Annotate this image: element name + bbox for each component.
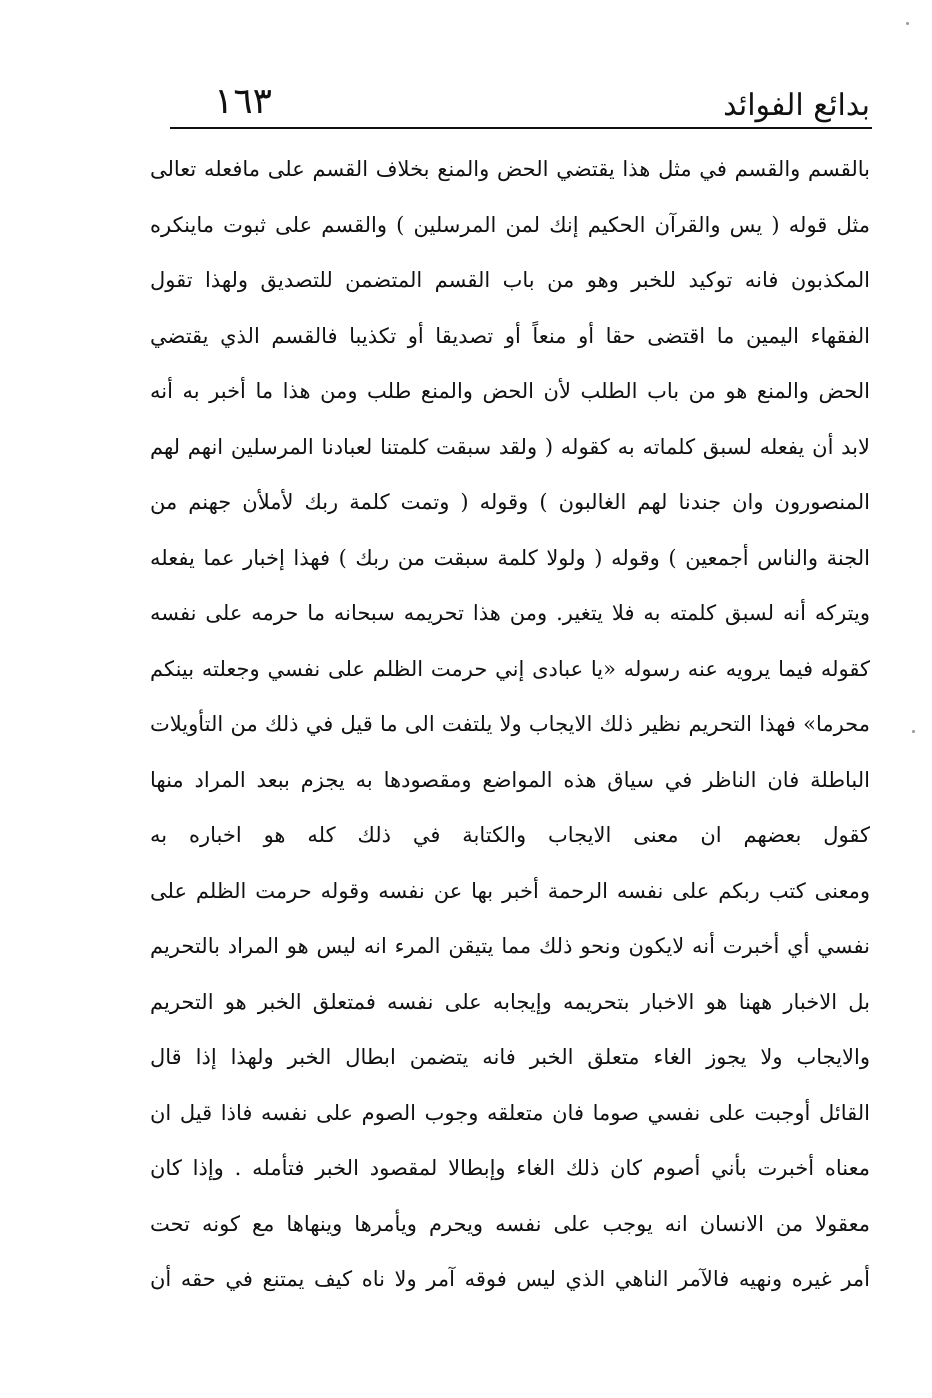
text-line: المنصورون وان جندنا لهم الغالبون ) وقوله ( وتمت كلمة ربك لأملأن جهنم من [150,490,870,514]
text-line: الجنة والناس أجمعين ) وقوله ( ولولا كلمة سبقت من ربك ) فهذا إخبار عما يفعله [150,545,870,570]
text-line: ويتركه أنه لسبق كلمته به فلا يتغير. ومن هذا تحريمه سبحانه ما حرمه على نفسه [150,601,870,625]
scan-speck [912,730,915,733]
header-rule [170,127,872,129]
text-line: والايجاب ولا يجوز الغاء متعلق الخبر فانه يتضمن ابطال الخبر ولهذا إذا قال [150,1045,870,1069]
page-number: ١٦٣ [214,81,273,122]
text-line: محرما» فهذا التحريم نظير ذلك الايجاب ولا يلتفت الى ما قيل في ذلك من التأويلات [150,712,870,736]
text-line: كقول بعضهم ان معنى الايجاب والكتابة في ذلك كله هو اخباره به [150,823,870,847]
text-line: نفسي أي أخبرت أنه لايكون ونحو ذلك مما يتيقن المرء انه ليس هو المراد بالتحريم [150,934,870,958]
text-line: بل الاخبار ههنا هو الاخبار بتحريمه وإيجابه على نفسه فمتعلق الخبر هو التحريم [150,989,870,1014]
scan-speck [906,22,909,25]
text-line: القائل أوجبت على نفسي صوما فان متعلقه وجوب الصوم على نفسه فاذا قيل ان [150,1100,870,1125]
text-line: ومعنى كتب ربكم على نفسه الرحمة أخبر بها عن نفسه وقوله حرمت الظلم على [150,878,870,903]
text-line: لابد أن يفعله لسبق كلماته به كقوله ( ولقد سبقت كلمتنا لعبادنا المرسلين انهم لهم [150,434,870,459]
text-line: الفقهاء اليمين ما اقتضى حقا أو منعاً أو تصديقا أو تكذيبا فالقسم الذي يقتضي [150,323,870,348]
text-line: أمر غيره ونهيه فالآمر الناهي الذي ليس فوقه آمر ولا ناه كيف يمتنع في حقه أن [150,1267,870,1291]
text-line: الحض والمنع هو من باب الطلب لأن الحض والمنع طلب ومن هذا ما أخبر به أنه [150,379,870,403]
running-title: بدائع الفوائد [723,88,870,123]
text-line: معناه أخبرت بأني أصوم كان ذلك الغاء وإبطالا لمقصود الخبر فتأمله . وإذا كان [150,1156,870,1180]
text-line: المكذبون فانه توكيد للخبر وهو من باب القسم المتضمن للتصديق ولهذا تقول [150,268,870,292]
text-line: كقوله فيما يرويه عنه رسوله «يا عبادى إني حرمت الظلم على نفسي وجعلته بينكم [150,656,870,681]
text-line: مثل قوله ( يس والقرآن الحكيم إنك لمن المرسلين ) والقسم على ثبوت ماينكره [150,212,870,237]
page-header [170,80,870,130]
text-line: بالقسم والقسم في مثل هذا يقتضي الحض والمنع بخلاف القسم على مافعله تعالى [150,157,870,181]
text-line: معقولا من الانسان انه يوجب على نفسه ويحرم ويأمرها وينهاها مع كونه تحت [150,1211,870,1236]
body-text [150,142,870,1308]
text-line: الباطلة فان الناظر في سياق هذه المواضع ومقصودها به يجزم ببعد المراد منها [150,767,870,792]
